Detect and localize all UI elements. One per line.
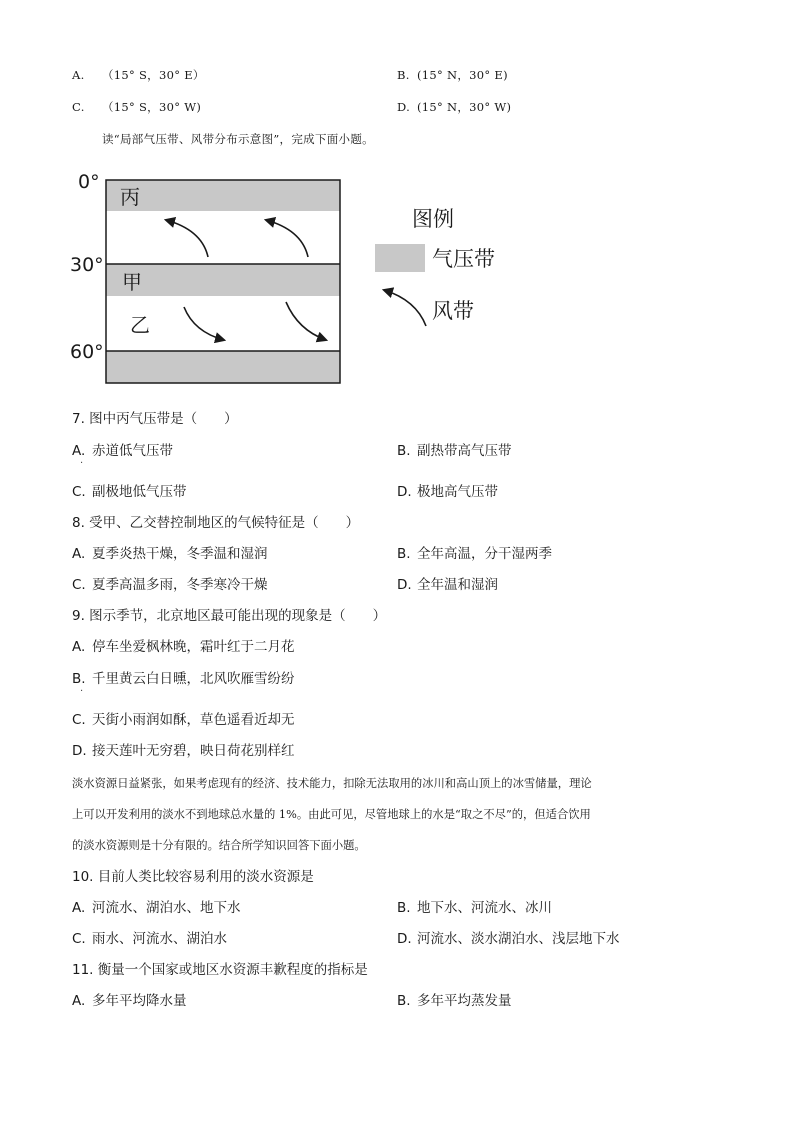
q8-option-a (72, 548, 268, 562)
legend-wind-label: 风带 (432, 299, 474, 323)
option-text: 河流水、湖泊水、地下水 (92, 900, 241, 916)
option-letter: A. (72, 546, 86, 562)
option-letter: C. (72, 712, 86, 728)
option-letter: C. (72, 577, 86, 593)
q11-stem: 11. 衡量一个国家或地区水资源丰歉程度的指标是 (72, 962, 368, 978)
wind-arrow (166, 220, 208, 257)
option-text: （15° S，30° E） (101, 68, 205, 82)
option-text: (15° N，30° W) (416, 100, 512, 114)
option-a (72, 70, 205, 82)
q9-option-b (72, 673, 295, 687)
pressure-wind-diagram (60, 160, 520, 392)
q10-stem: 10. 目前人类比较容易利用的淡水资源是 (72, 869, 314, 885)
legend-wind-arrow (384, 290, 426, 326)
pressure-belt-polar (106, 351, 340, 383)
option-letter: B. (397, 443, 411, 459)
lat-label-0: 0° (78, 171, 100, 193)
option-letter: B. (397, 900, 411, 916)
legend-pressure-label: 气压带 (432, 247, 495, 271)
option-letter: C. (72, 100, 85, 114)
option-letter: D. (397, 577, 412, 593)
option-text: 地下水、河流水、冰川 (417, 900, 552, 916)
option-letter: C. (72, 931, 86, 947)
option-letter: B. (72, 671, 86, 687)
q8-option-d (397, 579, 498, 593)
zone-label-yi: 乙 (130, 313, 150, 337)
option-letter: A. (72, 900, 86, 916)
option-letter: A. (72, 68, 85, 82)
wind-arrow (184, 307, 224, 340)
option-text: 多年平均蒸发量 (417, 993, 512, 1009)
option-letter: B. (397, 546, 411, 562)
option-text: （15° S，30° W) (101, 100, 202, 114)
q9-option-a (72, 641, 295, 655)
option-text: 接天莲叶无穷碧，映日荷花别样红 (92, 743, 295, 759)
q11-option-a (72, 995, 187, 1009)
passage-line: 淡水资源日益紧张，如果考虑现有的经济、技术能力，扣除无法取用的冰川和高山顶上的冰雪储量，理论 (72, 777, 592, 790)
wind-arrow (286, 302, 326, 340)
q8-stem: 8. 受甲、乙交替控制地区的气候特征是（ ） (72, 515, 360, 531)
passage-line: 上可以开发利用的淡水不到地球总水量的 1%。由此可见，尽管地球上的水是“取之不尽”的，但适合饮用 (72, 808, 591, 821)
option-letter: D. (397, 931, 412, 947)
option-text: 副热带高气压带 (417, 443, 512, 459)
option-text: 天街小雨润如酥，草色遥看近却无 (92, 712, 295, 728)
intro-text: 读“局部气压带、风带分布示意图”，完成下面小题。 (102, 132, 374, 146)
q8-option-c (72, 579, 268, 593)
option-letter: A. (72, 993, 86, 1009)
q11-option-b (397, 995, 512, 1009)
zone-label-bing: 丙 (120, 185, 140, 209)
pressure-belt-bing (106, 180, 340, 211)
q9-option-c (72, 714, 295, 728)
q10-option-a (72, 902, 241, 916)
q10-option-b (397, 902, 552, 916)
q7-option-c (72, 486, 187, 500)
option-letter: B. (397, 68, 410, 82)
zone-label-jia: 甲 (122, 270, 142, 294)
option-text: (15° N，30° E) (416, 68, 508, 82)
option-b (397, 70, 508, 82)
q7-option-a (72, 445, 173, 459)
stray-dot: · (80, 458, 84, 469)
q7-stem: 7. 图中丙气压带是（ ） (72, 411, 238, 427)
option-text: 夏季炎热干燥，冬季温和湿润 (92, 546, 268, 562)
option-text: 副极地低气压带 (92, 484, 187, 500)
option-text: 极地高气压带 (417, 484, 498, 500)
option-letter: D. (397, 100, 411, 114)
passage-line: 的淡水资源则是十分有限的。结合所学知识回答下面小题。 (72, 839, 366, 852)
q9-stem: 9. 图示季节，北京地区最可能出现的现象是（ ） (72, 608, 387, 624)
wind-arrow (266, 220, 308, 257)
q7-option-d (397, 486, 498, 500)
option-c (72, 102, 201, 114)
option-text: 停车坐爱枫林晚，霜叶红于二月花 (92, 639, 295, 655)
option-letter: D. (397, 484, 412, 500)
stray-dot: · (80, 686, 84, 697)
lat-label-30: 30° (70, 254, 104, 276)
option-text: 多年平均降水量 (92, 993, 187, 1009)
option-letter: A. (72, 639, 86, 655)
lat-label-60: 60° (70, 341, 104, 363)
option-text: 雨水、河流水、湖泊水 (92, 931, 227, 947)
option-letter: D. (72, 743, 87, 759)
option-text: 全年高温，分干湿两季 (417, 546, 552, 562)
q7-option-b (397, 445, 512, 459)
q10-option-d (397, 933, 620, 947)
option-text: 全年温和湿润 (417, 577, 498, 593)
option-text: 夏季高温多雨，冬季寒冷干燥 (92, 577, 268, 593)
legend-title: 图例 (412, 207, 454, 231)
q10-option-c (72, 933, 227, 947)
option-text: 河流水、淡水湖泊水、浅层地下水 (417, 931, 620, 947)
option-d (397, 102, 511, 114)
q9-option-d (72, 745, 295, 759)
option-letter: A. (72, 443, 86, 459)
legend-pressure-swatch (375, 244, 425, 272)
option-text: 赤道低气压带 (92, 443, 173, 459)
option-letter: C. (72, 484, 86, 500)
option-letter: B. (397, 993, 411, 1009)
q8-option-b (397, 548, 552, 562)
option-text: 千里黄云白日曛，北风吹雁雪纷纷 (92, 671, 295, 687)
